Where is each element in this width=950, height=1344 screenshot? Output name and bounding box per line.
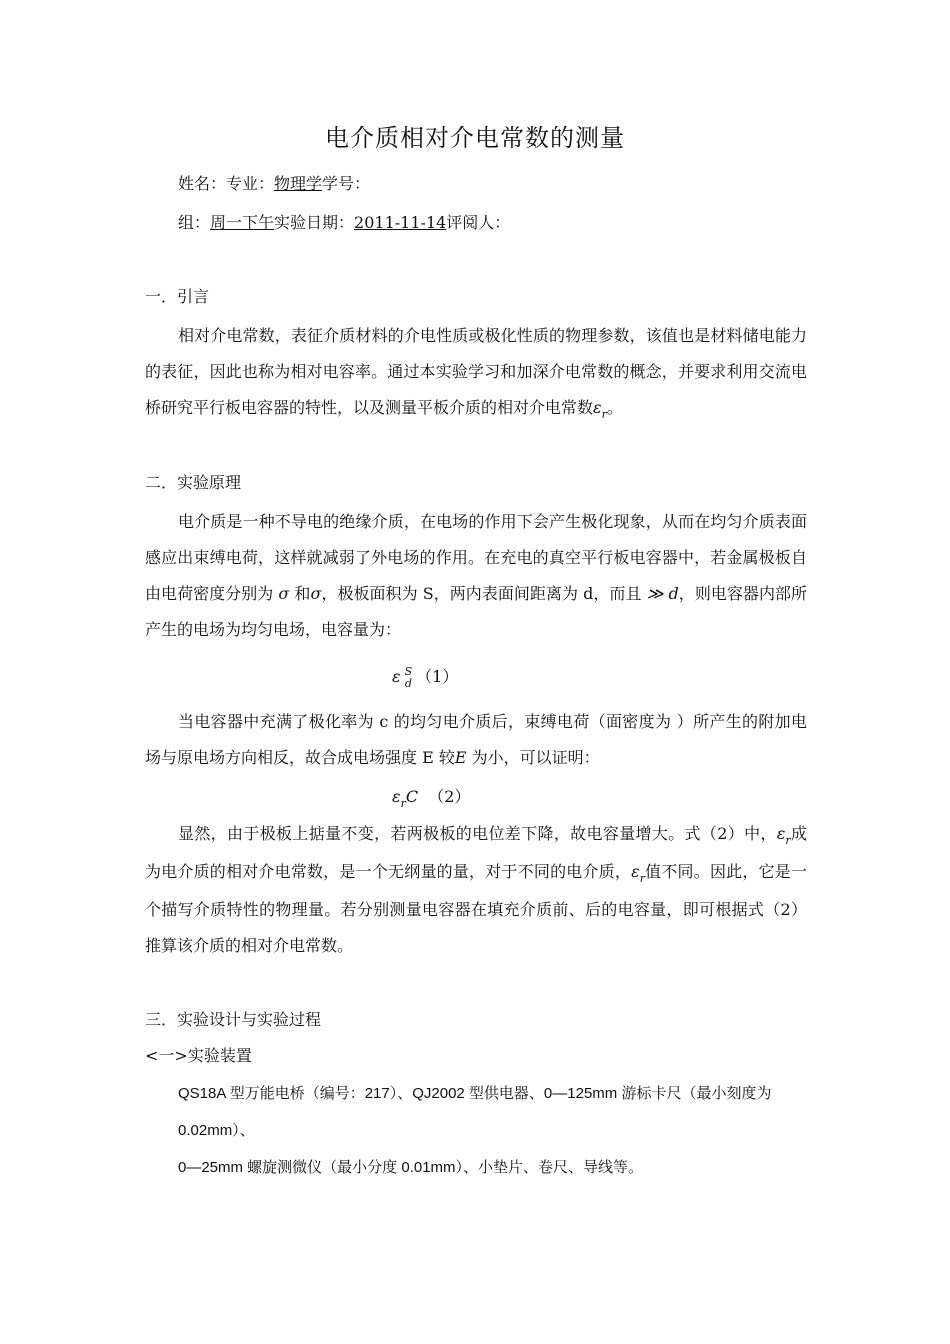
section2-paragraph-3 bbox=[145, 816, 807, 964]
sigma-symbol: σ bbox=[278, 584, 290, 603]
section1-text: 相对介电常数，表征介质材料的介电性质或极化性质的物理参数，该值也是材料储电能力的表征，因此也称为相对电容率。通过本实验学习和加深介电常数的概念，并要求利用交流电桥研究平行板电容器的特性，以及测量平板介质的相对介电常数 bbox=[145, 326, 807, 417]
section2-p3-text-b: 成为电介质的相对介电常数，是一个无纲量的量，对于不同的电介质， bbox=[145, 824, 807, 881]
sigma-symbol-2: σ bbox=[310, 584, 322, 603]
eq2-epsilon-r: $\varepsilon_rC$ bbox=[392, 787, 419, 810]
eq1-number: （1） bbox=[416, 667, 459, 686]
section2-paragraph-2 bbox=[145, 704, 807, 776]
section2-p2-text-b: ）所产生的附加电场与原电场方向相反，故合成电场强度 E 较 bbox=[145, 712, 807, 767]
epsilon-r-inline-1: $\varepsilon_r$ bbox=[776, 824, 791, 847]
sigma-and: 和 bbox=[294, 584, 311, 603]
equation-2 bbox=[392, 784, 471, 810]
date-label: 实验日期： bbox=[274, 213, 355, 232]
equation-1 bbox=[392, 664, 458, 690]
much-greater-d: ≫ d bbox=[646, 584, 679, 603]
header-line-2 bbox=[178, 213, 510, 233]
eq2-number: （2） bbox=[428, 787, 471, 806]
section1-text-end: 。 bbox=[606, 398, 623, 417]
section2-p2-text-a: 当电容器中充满了极化率为 c 的均匀电介质后，束缚电荷（面密度为 bbox=[178, 712, 677, 731]
equipment-line-2: 0.02mm）、 bbox=[178, 1122, 255, 1139]
section2-p3-text-c: 值不同。因此，它是一个描写介质特性的物理量。若分别测量电容器在填充介质前、后的电容量，即可根据式（2）推算该介质的相对介电常数。 bbox=[145, 862, 807, 955]
group-label: 组： bbox=[178, 213, 211, 232]
section1-heading: 一．引言 bbox=[145, 287, 210, 306]
epsilon-r-inline-2: $\varepsilon_r$ bbox=[631, 862, 645, 885]
major-value: 物理学 bbox=[274, 174, 323, 193]
student-id-label: 学号： bbox=[322, 174, 371, 193]
e-field-symbol: E bbox=[454, 748, 467, 767]
section1-paragraph bbox=[145, 318, 807, 428]
eq1-epsilon: ε bbox=[392, 667, 401, 686]
section2-p1-text-a: 电介质是一种不导电的绝缘介质，在电场的作用下会产生极化现象，从而在均匀介质表面感应出束缚电荷，这样就减弱了外电场的作用。在充电的真空平行板电容器中，若金属极板自由电荷密度分别为 bbox=[145, 512, 807, 603]
section2-p2-text-c: 为小，可以证明： bbox=[466, 748, 600, 767]
equipment-line-1: QS18A 型万能电桥（编号：217）、QJ2002 型供电器、0—125mm 游标卡尺（最小刻度为 bbox=[178, 1085, 772, 1102]
header-line-1 bbox=[178, 174, 370, 194]
section3-subheading: <一>实验装置 bbox=[145, 1046, 252, 1065]
group-value: 周一下午 bbox=[210, 213, 275, 232]
equipment-line-3: 0—25mm 螺旋测微仪（最小分度 0.01mm）、小垫片、卷尺、导线等。 bbox=[178, 1159, 644, 1176]
section2-p3-text-a: 显然，由于极板上掂量不变，若两极板的电位差下降，故电容量增大。式（2）中， bbox=[178, 824, 777, 843]
section2-paragraph-1 bbox=[145, 504, 807, 648]
section2-p1-text-b: ，极板面积为 S，两内表面间距离为 d，而且 bbox=[321, 584, 647, 603]
section3-heading: 三．实验设计与实验过程 bbox=[145, 1010, 322, 1029]
name-major-label: 姓名：专业： bbox=[178, 174, 275, 193]
epsilon-r-symbol: $\varepsilon_r$ bbox=[593, 398, 607, 421]
reviewer-label: 评阅人： bbox=[446, 213, 511, 232]
page-title: 电介质相对介电常数的测量 bbox=[325, 124, 625, 152]
date-value: 2011-11-14 bbox=[354, 213, 447, 232]
eq1-fraction: S d bbox=[404, 664, 413, 690]
section2-heading: 二．实验原理 bbox=[145, 473, 242, 492]
section2-p1-text-c: ，则电容器内部所产生的电场为均匀电场，电容量为： bbox=[145, 584, 808, 639]
